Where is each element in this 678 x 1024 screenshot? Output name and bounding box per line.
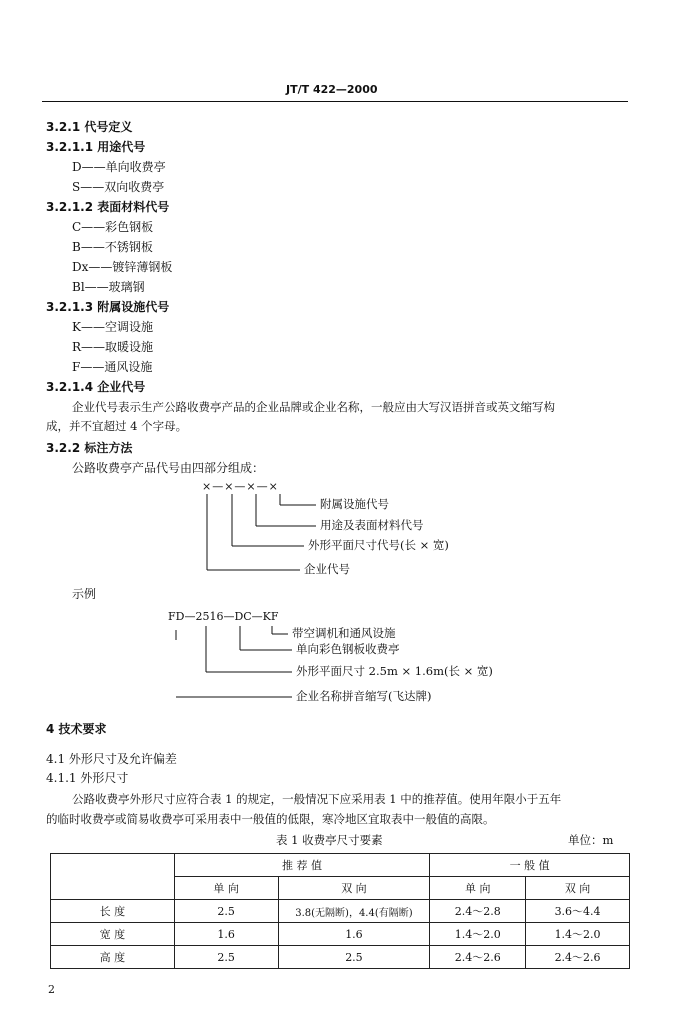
facility-code-r: R——取暖设施 <box>72 340 154 354</box>
cell-value: 2.5 <box>174 946 278 969</box>
heading-4: 4 技术要求 <box>46 722 107 736</box>
col-rec-single: 单 向 <box>174 877 278 900</box>
table-row <box>51 946 630 969</box>
table-header-row <box>51 854 630 877</box>
header-code: JT/T 422—2000 <box>286 83 378 96</box>
cell-value: 1.6 <box>278 923 430 946</box>
page-number: 2 <box>48 983 55 996</box>
material-code-bl: Bl——玻璃钢 <box>72 280 145 294</box>
cell-value: 3.6～4.4 <box>526 900 630 923</box>
cell-value: 1.6 <box>174 923 278 946</box>
use-code-s: S——双向收费亭 <box>72 180 165 194</box>
material-code-c: C——彩色钢板 <box>72 220 154 234</box>
table-caption: 表 1 收费亭尺寸要素 <box>276 833 383 847</box>
example-label-size: 外形平面尺寸 2.5m × 1.6m(长 × 宽) <box>296 664 493 678</box>
paragraph-size-line2: 的临时收费亭或简易收费亭可采用表中一般值的低限，寒冷地区宜取表中一般值的高限。 <box>46 812 495 826</box>
col-rec-double: 双 向 <box>278 877 430 900</box>
heading-4-1-1: 4.1.1 外形尺寸 <box>46 771 129 785</box>
size-table <box>50 853 630 969</box>
heading-3-2-2: 3.2.2 标注方法 <box>46 441 133 455</box>
example-label-enterprise: 企业名称拼音缩写(飞达牌) <box>296 689 432 703</box>
cell-value: 2.4～2.6 <box>430 946 526 969</box>
header-rule <box>42 101 628 102</box>
cell-value: 2.5 <box>278 946 430 969</box>
table-row <box>51 900 630 923</box>
use-code-d: D——单向收费亭 <box>72 160 166 174</box>
cell-value: 2.4～2.6 <box>526 946 630 969</box>
heading-3-2-1-3: 3.2.1.3 附属设施代号 <box>46 300 170 314</box>
diagram-label-enterprise: 企业代号 <box>304 562 350 576</box>
col-gen-double: 双 向 <box>526 877 630 900</box>
heading-3-2-1-2: 3.2.1.2 表面材料代号 <box>46 200 170 214</box>
row-label: 宽 度 <box>51 923 175 946</box>
table-row <box>51 923 630 946</box>
paragraph-size-line1: 公路收费亭外形尺寸应符合表 1 的规定，一般情况下应采用表 1 中的推荐值。使用年限小于五年 <box>72 792 562 806</box>
heading-3-2-1: 3.2.1 代号定义 <box>46 120 133 134</box>
cell-value: 2.4～2.8 <box>430 900 526 923</box>
diagram-label-facility: 附属设施代号 <box>320 497 389 511</box>
cell-value: 1.4～2.0 <box>526 923 630 946</box>
paragraph-enterprise-line1: 企业代号表示生产公路收费亭产品的企业品牌或企业名称，一般应由大写汉语拼音或英文缩写构 <box>72 400 555 414</box>
example-title: 示例 <box>72 587 97 601</box>
row-label: 高 度 <box>51 946 175 969</box>
diagram-label-size: 外形平面尺寸代号(长 × 宽) <box>308 538 449 552</box>
example-label-type: 单向彩色钢板收费亭 <box>296 642 400 656</box>
paragraph-composition: 公路收费亭产品代号由四部分组成： <box>72 461 265 475</box>
facility-code-f: F——通风设施 <box>72 360 153 374</box>
col-gen-single: 单 向 <box>430 877 526 900</box>
cell-value: 2.5 <box>174 900 278 923</box>
row-label: 长 度 <box>51 900 175 923</box>
heading-3-2-1-1: 3.2.1.1 用途代号 <box>46 140 146 154</box>
material-code-dx: Dx——镀锌薄钢板 <box>72 260 173 274</box>
heading-3-2-1-4: 3.2.1.4 企业代号 <box>46 380 146 394</box>
table-unit: 单位：m <box>568 833 614 847</box>
col-group-general: 一 般 值 <box>430 854 630 877</box>
heading-4-1: 4.1 外形尺寸及允许偏差 <box>46 752 177 766</box>
cell-value: 3.8(无隔断)，4.4(有隔断) <box>278 900 430 923</box>
material-code-b: B——不锈钢板 <box>72 240 153 254</box>
paragraph-enterprise-line2: 成，并不宜超过 4 个字母。 <box>46 419 188 433</box>
diagram-label-use-material: 用途及表面材料代号 <box>320 518 424 532</box>
code-pattern: ×—×—×—× <box>202 480 279 493</box>
example-label-facility: 带空调机和通风设施 <box>292 626 396 640</box>
facility-code-k: K——空调设施 <box>72 320 153 334</box>
cell-value: 1.4～2.0 <box>430 923 526 946</box>
example-code: FD—2516—DC—KF <box>168 610 279 623</box>
col-group-recommended: 推 荐 值 <box>174 854 430 877</box>
table-corner-cell <box>51 854 175 900</box>
